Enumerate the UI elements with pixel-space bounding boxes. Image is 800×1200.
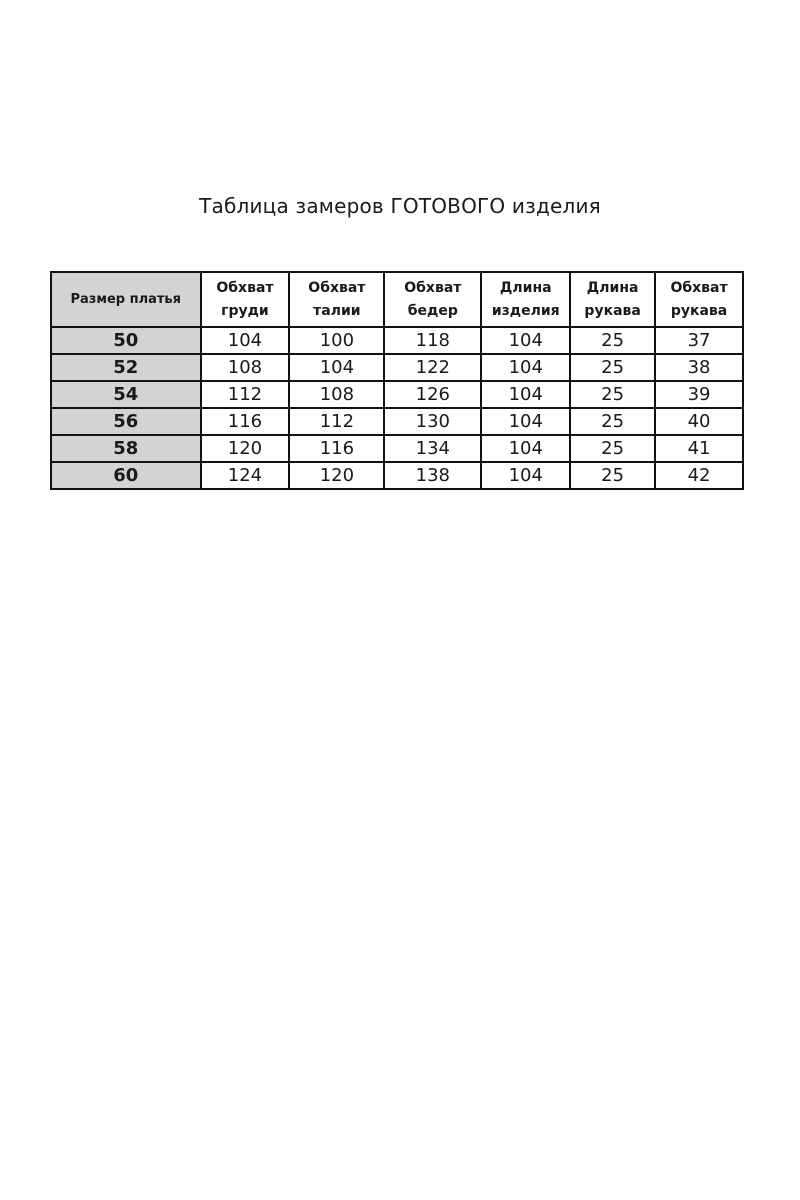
page-title: Таблица замеров ГОТОВОГО изделия <box>199 194 601 218</box>
size-cell: 52 <box>51 354 201 381</box>
size-cell: 58 <box>51 435 201 462</box>
column-header-text: Обхват <box>308 279 366 296</box>
table-cell: 126 <box>384 381 481 408</box>
column-header-text: бедер <box>407 302 458 319</box>
table-cell: 37 <box>655 327 743 354</box>
table-cell: 100 <box>289 327 384 354</box>
table-cell: 42 <box>655 462 743 489</box>
table-cell: 116 <box>201 408 290 435</box>
table-cell: 120 <box>201 435 290 462</box>
column-header-size <box>51 272 201 327</box>
table-cell: 25 <box>570 381 655 408</box>
table-cell: 104 <box>481 327 570 354</box>
table-row <box>51 354 743 381</box>
size-cell: 56 <box>51 408 201 435</box>
table-cell: 104 <box>481 408 570 435</box>
table-row <box>51 462 743 489</box>
table-cell: 104 <box>201 327 290 354</box>
table-cell: 108 <box>289 381 384 408</box>
table-cell: 25 <box>570 354 655 381</box>
table-cell: 25 <box>570 462 655 489</box>
table-cell: 124 <box>201 462 290 489</box>
column-header-sleeve-length <box>570 272 655 327</box>
table-row <box>51 435 743 462</box>
table-row <box>51 408 743 435</box>
table-cell: 25 <box>570 435 655 462</box>
column-header-text: Обхват <box>404 279 462 296</box>
column-header-text: талии <box>313 302 361 319</box>
table-cell: 41 <box>655 435 743 462</box>
table-cell: 138 <box>384 462 481 489</box>
table-cell: 118 <box>384 327 481 354</box>
table-cell: 120 <box>289 462 384 489</box>
table-cell: 104 <box>481 381 570 408</box>
table-cell: 112 <box>201 381 290 408</box>
size-table <box>50 271 744 490</box>
table-cell: 104 <box>289 354 384 381</box>
column-header-text: груди <box>221 302 269 319</box>
table-cell: 40 <box>655 408 743 435</box>
table-cell: 38 <box>655 354 743 381</box>
table-cell: 122 <box>384 354 481 381</box>
column-header-text: рукава <box>670 302 728 319</box>
table-row <box>51 327 743 354</box>
size-cell: 54 <box>51 381 201 408</box>
column-header-bust <box>201 272 290 327</box>
column-header-text: Длина <box>499 279 552 296</box>
column-header-text: Размер платья <box>70 292 181 307</box>
table-cell: 116 <box>289 435 384 462</box>
column-header-text: изделия <box>491 302 560 319</box>
column-header-text: Обхват <box>216 279 274 296</box>
table-cell: 25 <box>570 408 655 435</box>
column-header-hips <box>384 272 481 327</box>
table-cell: 25 <box>570 327 655 354</box>
column-header-text: Длина <box>586 279 639 296</box>
table-row <box>51 381 743 408</box>
column-header-text: Обхват <box>670 279 728 296</box>
size-cell: 60 <box>51 462 201 489</box>
table-cell: 39 <box>655 381 743 408</box>
table-header-row <box>51 272 743 327</box>
column-header-text: рукава <box>584 302 641 319</box>
column-header-sleeve-girth <box>655 272 743 327</box>
column-header-waist <box>289 272 384 327</box>
table-cell: 112 <box>289 408 384 435</box>
table-cell: 104 <box>481 435 570 462</box>
table-cell: 108 <box>201 354 290 381</box>
table-cell: 104 <box>481 354 570 381</box>
column-header-length <box>481 272 570 327</box>
table-cell: 130 <box>384 408 481 435</box>
table-cell: 104 <box>481 462 570 489</box>
size-cell: 50 <box>51 327 201 354</box>
table-cell: 134 <box>384 435 481 462</box>
